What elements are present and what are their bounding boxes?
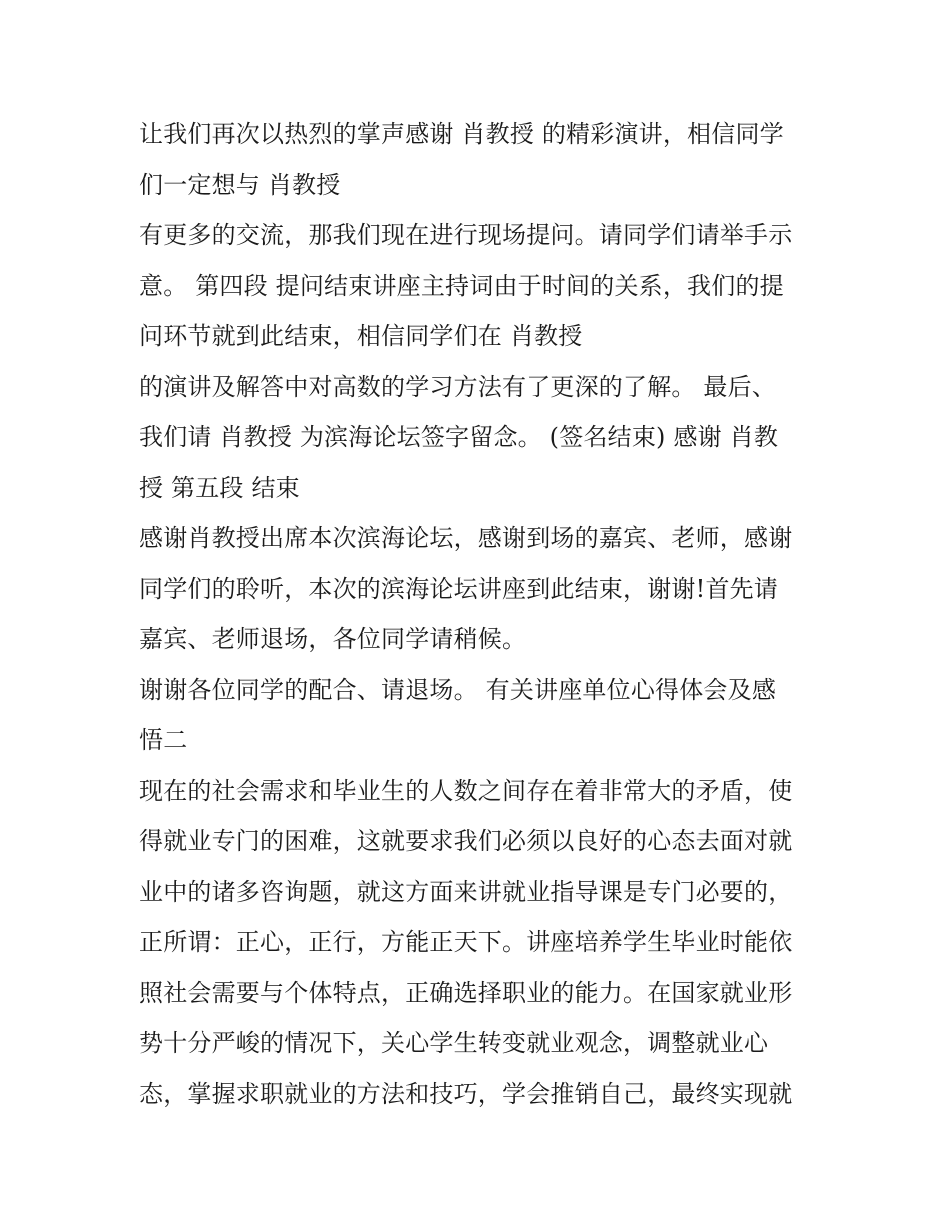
text-line: 业中的诸多咨询题，就这方面来讲就业指导课是专门必要的，	[139, 877, 793, 906]
text-line: 感谢肖教授出席本次滨海论坛，感谢到场的嘉宾、老师，感谢	[139, 524, 793, 552]
text-line: 谢谢各位同学的配合、请退场。 有关讲座单位心得体会及感	[139, 675, 777, 704]
text-line: 让我们再次以热烈的掌声感谢 肖教授 的精彩演讲，相信同学	[139, 120, 784, 148]
text-line: 同学们的聆听，本次的滨海论坛讲座到此结束，谢谢!首先请	[139, 574, 779, 603]
text-line: 意。 第四段 提问结束讲座主持词由于时间的关系，我们的提	[139, 271, 784, 300]
text-line: 我们请 肖教授 为滨海论坛签字留念。 (签名结束) 感谢 肖教	[139, 423, 779, 451]
text-line: 有更多的交流，那我们现在进行现场提问。请同学们请举手示	[139, 221, 793, 249]
text-line: 的演讲及解答中对高数的学习方法有了更深的了解。 最后、	[139, 372, 777, 401]
text-line: 悟二	[139, 726, 188, 754]
text-line: 现在的社会需求和毕业生的人数之间存在着非常大的矛盾，使	[139, 776, 793, 805]
text-line: 嘉宾、老师退场，各位同学请稍候。	[139, 625, 527, 653]
text-line: 得就业专门的困难，这就要求我们必须以良好的心态去面对就	[139, 827, 793, 855]
text-line: 势十分严峻的情况下，关心学生转变就业观念，调整就业心	[139, 1029, 769, 1057]
document-body	[139, 109, 819, 1119]
text-line: 正所谓：正心，正行，方能正天下。讲座培养学生毕业时能依	[139, 928, 793, 956]
text-line: 问环节就到此结束，相信同学们在 肖教授	[139, 322, 583, 350]
text-line: 们一定想与 肖教授	[139, 170, 341, 199]
text-line: 授 第五段 结束	[139, 473, 300, 502]
text-line: 态，掌握求职就业的方法和技巧，学会推销自己，最终实现就	[139, 1079, 793, 1108]
text-line: 照社会需要与个体特点，正确选择职业的能力。在国家就业形	[139, 978, 793, 1007]
